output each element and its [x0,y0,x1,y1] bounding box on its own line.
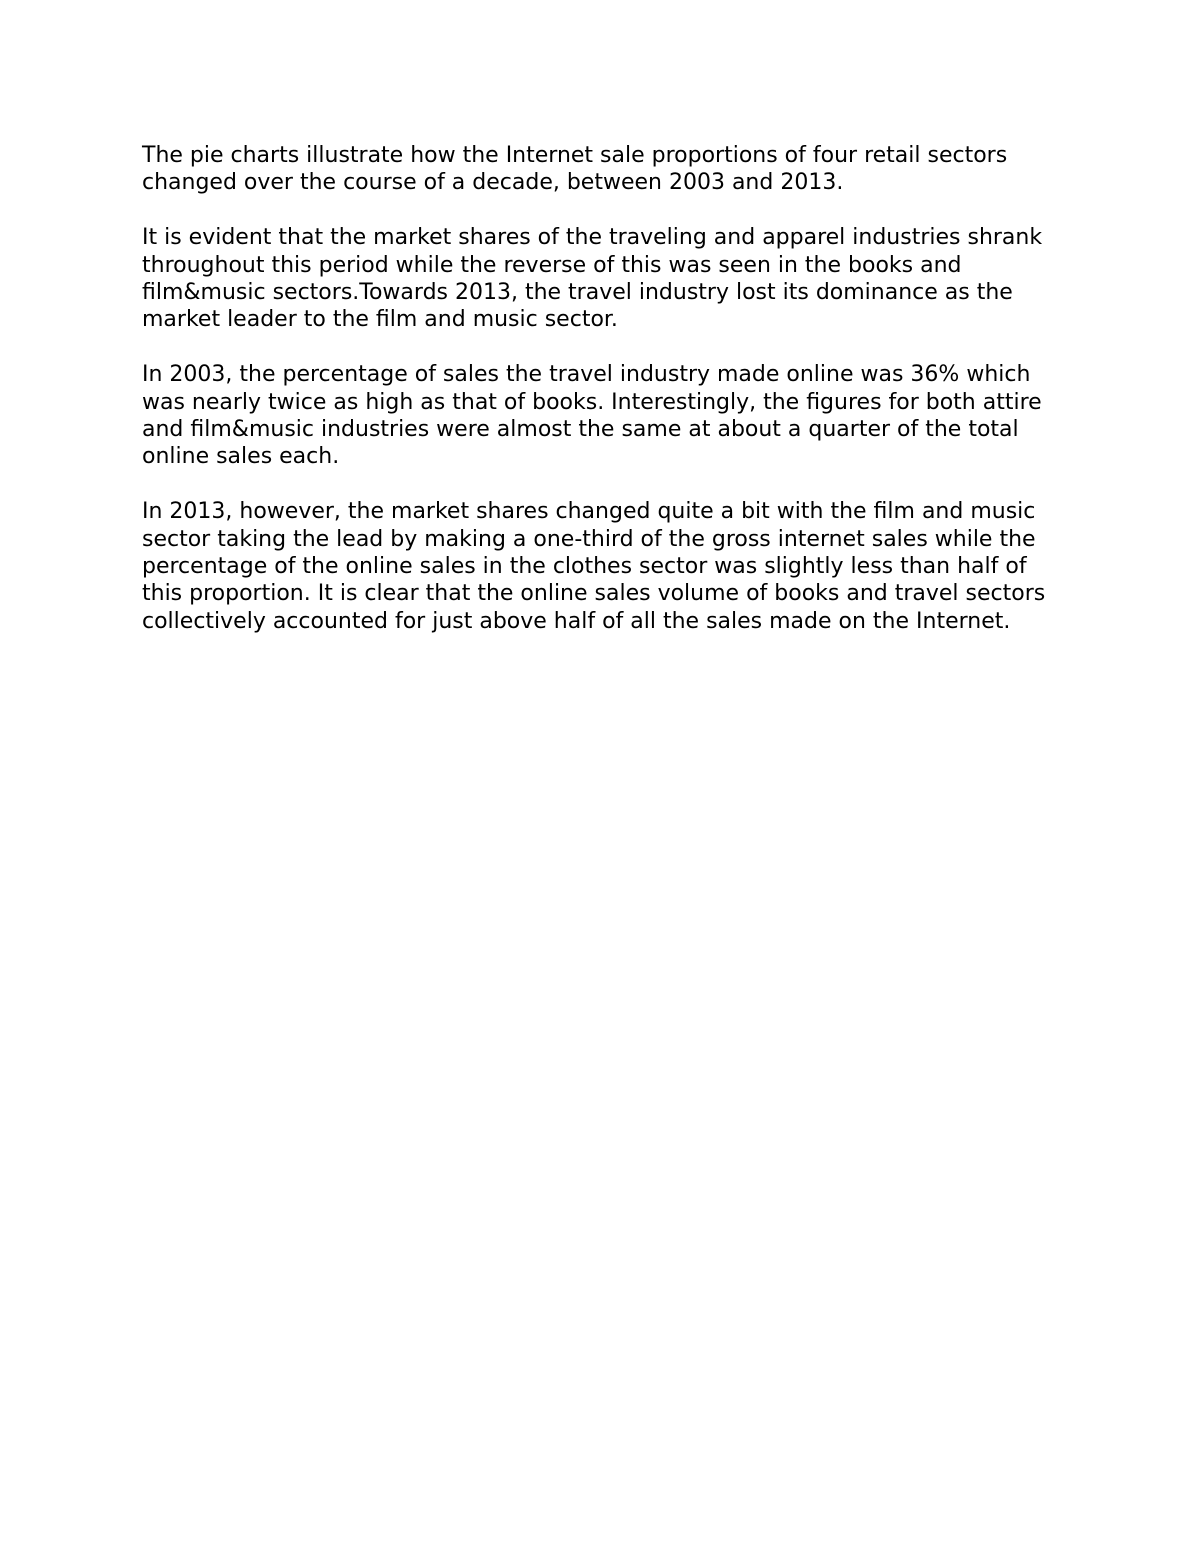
paragraph-intro: The pie charts illustrate how the Internet sale proportions of four retail sectors changed over the course of a decade, between 2003 and 2013. [142,143,1008,196]
document-body [142,142,1072,663]
paragraph-2003: In 2003, the percentage of sales the travel industry made online was 36% which was nearly twice as high as that of books. Interestingly, the figures for both attire and film&music industries were almost the same at about a quarter of the total online sales each. [142,362,1042,470]
paragraph-overview: It is evident that the market shares of the traveling and apparel industries shrank throughout this period while the reverse of this was seen in the books and film&music sectors.Towards 2013, the travel industry lost its dominance as the market leader to the film and music sector. [142,225,1043,333]
paragraph-2013: In 2013, however, the market shares changed quite a bit with the film and music sector taking the lead by making a one-third of the gross internet sales while the percentage of the online sales in the clothes sector was slightly less than half of this proportion. It is clear that the online sales volume of books and travel sectors collectively accounted for just above half of all the sales made on the Internet. [142,499,1046,634]
